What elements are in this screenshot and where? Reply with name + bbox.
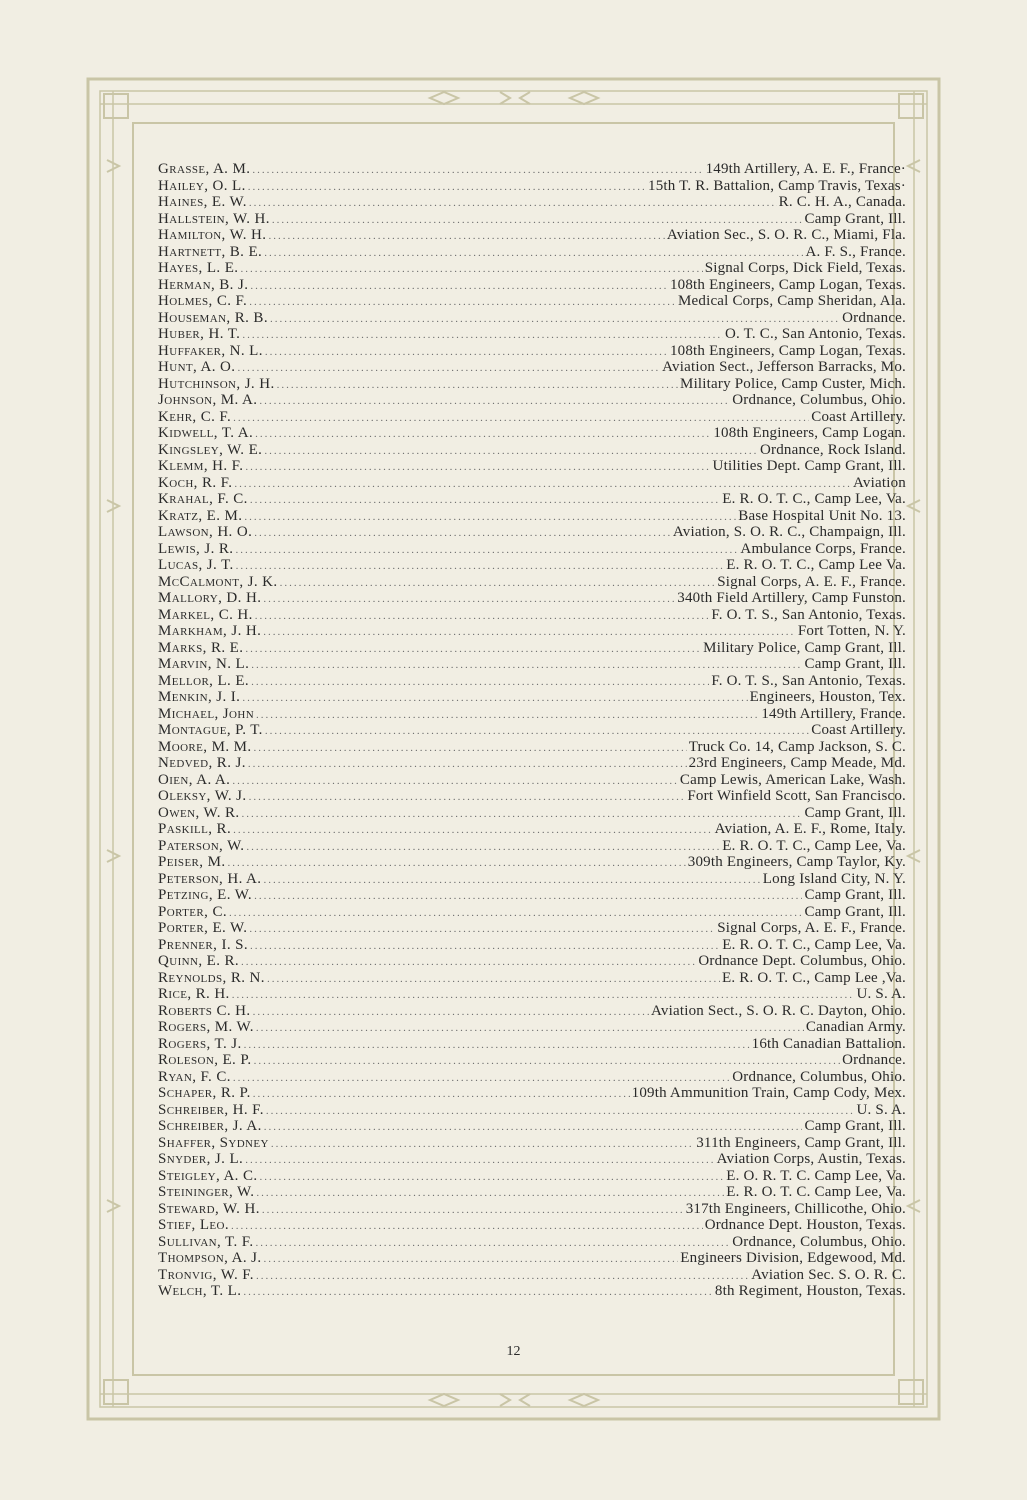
entry-assignment: 149th Artillery, A. E. F., France· (705, 161, 906, 177)
entry-name: Sullivan, T. F. (158, 1233, 254, 1250)
entry-assignment: E. R. O. T. C., Camp Lee, Va. (722, 936, 906, 953)
entry-assignment: E. R. O. T. C., Camp Lee Va. (726, 557, 906, 573)
dot-leader (245, 459, 710, 476)
entry-assignment: Aviation Sec., S. O. R. C., Miami, Fla. (666, 227, 906, 243)
dot-leader (246, 839, 720, 856)
dot-leader (234, 476, 851, 493)
entry-assignment: Ordnance, Columbus, Ohio. (732, 392, 906, 408)
list-item (158, 1036, 906, 1053)
list-item (158, 310, 906, 327)
entry-assignment: 108th Engineers, Camp Logan. (713, 425, 906, 441)
list-item (158, 1217, 906, 1234)
entry-assignment: Signal Corps, Dick Field, Texas. (704, 260, 906, 276)
list-item (158, 1201, 906, 1218)
entry-assignment: Coast Artillery. (811, 722, 906, 738)
entry-name: Markel, C. H. (158, 606, 253, 623)
entry-name: Peterson, H. A. (158, 870, 262, 887)
entry-name: Lewis, J. R. (158, 540, 234, 557)
dot-leader (270, 311, 840, 328)
entry-assignment: Aviation Sect., Jefferson Barracks, Mo. (662, 359, 906, 375)
entry-name: Michael, John (158, 705, 255, 722)
dot-leader (259, 393, 730, 410)
dot-leader (255, 608, 710, 625)
entry-assignment: Signal Corps, A. E. F., France. (717, 573, 906, 590)
entry-assignment: 108th Engineers, Camp Logan, Texas. (669, 342, 906, 359)
entry-assignment: Ambulance Corps, France. (740, 540, 906, 557)
entry-name: Houseman, R. B. (158, 309, 268, 326)
dot-leader (280, 575, 716, 592)
entry-assignment: Aviation Corps, Austin, Texas. (716, 1151, 906, 1167)
dot-leader (272, 212, 803, 229)
entry-name: Hamilton, W. H. (158, 227, 267, 243)
dot-leader (233, 1070, 730, 1087)
list-item (158, 953, 906, 970)
entry-assignment: Base Hospital Unit No. 13. (738, 507, 906, 524)
entry-name: Markham, J. H. (158, 623, 262, 639)
list-item (158, 1003, 906, 1020)
entry-name: Steward, W. H. (158, 1200, 260, 1217)
list-item (158, 178, 906, 195)
dot-leader (242, 806, 803, 823)
entry-assignment: Aviation Sect., S. O. R. C. Dayton, Ohio. (651, 1002, 906, 1019)
entry-name: Porter, E. W. (158, 920, 248, 936)
entry-assignment: R. C. H. A., Canada. (778, 194, 906, 210)
entry-name: Marks, R. E. (158, 639, 244, 656)
entry-assignment: Long Island City, N. Y. (762, 870, 906, 887)
entry-name: Rogers, M. W. (158, 1019, 254, 1035)
entry-assignment: A. F. S., France. (805, 243, 906, 260)
entry-assignment: 109th Ammunition Train, Camp Cody, Mex. (631, 1085, 906, 1101)
page-number: 12 (506, 1344, 521, 1359)
list-item (158, 673, 906, 690)
entry-assignment: Ordnance. (842, 1052, 906, 1068)
list-item (158, 920, 906, 937)
entry-name: Marvin, N. L. (158, 656, 250, 672)
dot-leader (232, 773, 678, 790)
list-item (158, 392, 906, 409)
dot-leader (233, 822, 712, 839)
entry-assignment: Camp Grant, Ill. (804, 804, 906, 821)
list-item (158, 491, 906, 508)
list-item (158, 1168, 906, 1185)
entry-assignment: Fort Winfield Scott, San Francisco. (687, 788, 906, 804)
list-item (158, 1052, 906, 1069)
entry-assignment: Medical Corps, Camp Sheridan, Ala. (677, 293, 906, 309)
entry-name: Menkin, J. I. (158, 689, 241, 705)
dot-leader (253, 1004, 649, 1021)
dot-leader (241, 954, 696, 971)
entry-name: Shaffer, Sydney (158, 1134, 269, 1151)
list-item (158, 1151, 906, 1168)
dot-leader (265, 344, 668, 361)
list-item (158, 640, 906, 657)
dot-leader (277, 377, 678, 394)
entry-name: Kidwell, T. A. (158, 425, 254, 441)
list-item (158, 326, 906, 343)
dot-leader (251, 674, 709, 691)
entry-assignment: 317th Engineers, Chillicothe, Ohio. (685, 1200, 906, 1217)
entry-name: McCalmont, J. K. (158, 573, 278, 590)
entry-name: Rogers, T. J. (158, 1035, 242, 1052)
entry-name: Paskill, R. (158, 821, 232, 837)
entry-assignment: Utilities Dept. Camp Grant, Ill. (712, 458, 906, 474)
list-item (158, 244, 906, 261)
list-item (158, 590, 906, 607)
list-item (158, 211, 906, 228)
dot-leader (264, 443, 758, 460)
list-item (158, 1184, 906, 1201)
entry-name: Hutchinson, J. H. (158, 375, 275, 392)
entry-assignment: Camp Grant, Ill. (804, 903, 906, 920)
dot-leader (233, 410, 809, 427)
dot-leader (232, 987, 855, 1004)
entry-name: Kehr, C. F. (158, 408, 232, 425)
entry-name: Prenner, I. S. (158, 936, 249, 953)
list-item (158, 887, 906, 904)
entry-name: Hunt, A. O. (158, 359, 236, 375)
entry-name: Schreiber, H. F. (158, 1101, 264, 1118)
dot-leader (256, 1185, 724, 1202)
entry-assignment: E. R. O. T. C., Camp Lee, Va. (722, 491, 906, 507)
entry-assignment: E. R. O. T. C. Camp Lee, Va. (726, 1184, 906, 1200)
dot-leader (263, 872, 760, 889)
entry-assignment: Camp Lewis, American Lake, Wash. (679, 771, 906, 788)
entry-name: Moore, M. M. (158, 738, 252, 755)
entry-assignment: Ordnance Dept. Columbus, Ohio. (698, 953, 906, 969)
dot-leader (249, 921, 715, 938)
list-item (158, 1135, 906, 1152)
entry-assignment: Aviation, S. O. R. C., Champaign, Ill. (672, 524, 906, 540)
dot-leader (248, 756, 687, 773)
entry-assignment: O. T. C., San Antonio, Texas. (724, 326, 906, 342)
list-item (158, 557, 906, 574)
list-item (158, 722, 906, 739)
entry-assignment: U. S. A. (856, 986, 906, 1002)
list-item (158, 986, 906, 1003)
entry-name: Hallstein, W. H. (158, 210, 270, 227)
entry-name: Steininger, W. (158, 1184, 255, 1200)
list-item (158, 1283, 906, 1300)
dot-leader (253, 1086, 630, 1103)
list-item (158, 937, 906, 954)
list-item (158, 788, 906, 805)
entry-assignment: E. R. O. T. C., Camp Lee ,Va. (722, 969, 906, 986)
entry-assignment: Ordnance, Columbus, Ohio. (732, 1068, 906, 1085)
list-item (158, 871, 906, 888)
list-item (158, 1069, 906, 1086)
list-item (158, 970, 906, 987)
entry-assignment: Fort Totten, N. Y. (797, 623, 906, 639)
dot-leader (267, 971, 720, 988)
dot-leader (263, 591, 675, 608)
list-item (158, 442, 906, 459)
dot-leader (249, 789, 686, 806)
dot-leader (235, 542, 738, 559)
list-item (158, 1250, 906, 1267)
entry-name: Roberts C. H. (158, 1002, 251, 1019)
entry-name: Thompson, A. J. (158, 1250, 262, 1266)
dot-leader (229, 905, 802, 922)
entry-assignment: Canadian Army. (805, 1019, 906, 1035)
dot-leader (242, 690, 747, 707)
entry-assignment: F. O. T. S., San Antonio, Texas. (711, 672, 906, 689)
entry-name: Tronvig, W. F. (158, 1266, 254, 1283)
entry-assignment: Coast Artillery. (811, 408, 906, 425)
dot-leader (254, 525, 671, 542)
entry-assignment: 15th T. R. Battalion, Camp Travis, Texas· (648, 177, 906, 194)
dot-leader (264, 1119, 803, 1136)
list-item (158, 458, 906, 475)
list-item (158, 821, 906, 838)
list-item (158, 755, 906, 772)
entry-name: Huber, H. T. (158, 326, 241, 342)
entry-name: Schreiber, J. A. (158, 1118, 262, 1134)
list-item (158, 425, 906, 442)
dot-leader (237, 360, 660, 377)
entry-name: Porter, C. (158, 903, 227, 920)
entry-assignment: 108th Engineers, Camp Logan, Texas. (669, 276, 906, 293)
list-item (158, 706, 906, 723)
dot-leader (249, 294, 676, 311)
list-item (158, 838, 906, 855)
entry-name: Krahal, F. C. (158, 491, 248, 507)
list-item (158, 1234, 906, 1251)
dot-leader (254, 888, 802, 905)
entry-assignment: 149th Artillery, France. (761, 705, 906, 722)
dot-leader (249, 195, 777, 212)
list-item (158, 260, 906, 277)
dot-leader (243, 1284, 713, 1301)
entry-assignment: 311th Engineers, Camp Grant, Ill. (696, 1134, 906, 1151)
entry-name: Paterson, W. (158, 837, 245, 854)
dot-leader (254, 1053, 841, 1070)
list-item (158, 623, 906, 640)
entry-assignment: Ordnance, Rock Island. (759, 441, 906, 458)
entry-name: Montague, P. T. (158, 722, 263, 738)
entry-assignment: Aviation Sec. S. O. R. C. (751, 1266, 906, 1283)
entry-assignment: U. S. A. (856, 1101, 906, 1118)
entry-assignment: Engineers, Houston, Tex. (749, 689, 906, 705)
entry-name: Peiser, M. (158, 854, 226, 870)
entry-name: Welch, T. L. (158, 1283, 242, 1299)
roster-list (158, 161, 906, 1300)
dot-leader (244, 1037, 750, 1054)
list-item (158, 524, 906, 541)
entry-assignment: Camp Grant, Ill. (804, 887, 906, 903)
list-item (158, 1267, 906, 1284)
dot-leader (245, 1152, 714, 1169)
dot-leader (265, 723, 809, 740)
entry-assignment: E. O. R. T. C. Camp Lee, Va. (726, 1167, 906, 1184)
dot-leader (263, 624, 796, 641)
entry-assignment: Camp Grant, Ill. (804, 210, 906, 227)
entry-name: Oien, A. A. (158, 771, 231, 788)
list-item (158, 805, 906, 822)
entry-name: Reynolds, R. N. (158, 969, 265, 986)
entry-assignment: Engineers Division, Edgewood, Md. (680, 1250, 906, 1266)
entry-name: Rice, R. H. (158, 986, 230, 1002)
dot-leader (264, 245, 803, 262)
list-item (158, 475, 906, 492)
list-item (158, 359, 906, 376)
entry-assignment: Camp Grant, Ill. (804, 1118, 906, 1134)
entry-name: Steigley, A. C. (158, 1167, 258, 1184)
entry-assignment: Camp Grant, Ill. (804, 656, 906, 672)
entry-assignment: Aviation, A. E. F., Rome, Italy. (714, 821, 906, 837)
list-item (158, 194, 906, 211)
list-item (158, 293, 906, 310)
entry-name: Hartnett, B. E. (158, 243, 263, 260)
dot-leader (254, 740, 687, 757)
entry-name: Oleksy, W. J. (158, 788, 247, 804)
entry-name: Nedved, R. J. (158, 755, 246, 771)
list-item (158, 343, 906, 360)
list-item (158, 656, 906, 673)
entry-name: Lawson, H. O. (158, 524, 253, 540)
entry-assignment: Ordnance. (842, 309, 906, 326)
dot-leader (260, 1169, 725, 1186)
entry-name: Petzing, E. W. (158, 887, 253, 903)
dot-leader (244, 509, 736, 526)
dot-leader (228, 855, 686, 872)
entry-name: Huffaker, N. L. (158, 342, 263, 359)
dot-leader (255, 1235, 730, 1252)
entry-assignment: Military Police, Camp Custer, Mich. (680, 375, 906, 392)
list-item (158, 1019, 906, 1036)
entry-assignment: F. O. T. S., San Antonio, Texas. (711, 606, 906, 623)
entry-name: Mellor, L. E. (158, 672, 250, 689)
dot-leader (240, 261, 702, 278)
entry-name: Grasse, A. M. (158, 161, 251, 177)
list-item (158, 607, 906, 624)
dot-leader (262, 1202, 684, 1219)
entry-name: Lucas, J. T. (158, 557, 234, 573)
list-item (158, 739, 906, 756)
entry-assignment: 340th Field Artillery, Camp Funston. (677, 590, 906, 606)
dot-leader (251, 657, 802, 674)
list-item (158, 1118, 906, 1135)
dot-leader (245, 641, 701, 658)
entry-assignment: Ordnance Dept. Houston, Texas. (704, 1217, 906, 1233)
list-item (158, 574, 906, 591)
entry-name: Ryan, F. C. (158, 1068, 231, 1085)
entry-name: Kingsley, W. E. (158, 441, 263, 458)
dot-leader (250, 938, 720, 955)
entry-name: Hailey, O. L. (158, 177, 246, 194)
entry-assignment: 16th Canadian Battalion. (751, 1035, 906, 1052)
entry-name: Snyder, J. L. (158, 1151, 244, 1167)
entry-name: Koch, R. F. (158, 474, 233, 491)
entry-assignment: Military Police, Camp Grant, Ill. (703, 639, 906, 656)
entry-name: Haines, E. W. (158, 194, 247, 210)
entry-name: Kratz, E. M. (158, 507, 243, 524)
entry-name: Schaper, R. P. (158, 1085, 251, 1101)
list-item (158, 772, 906, 789)
dot-leader (266, 1103, 855, 1120)
list-item (158, 161, 906, 178)
list-item (158, 541, 906, 558)
entry-assignment: 23rd Engineers, Camp Meade, Md. (688, 755, 906, 771)
entry-name: Quinn, E. R. (158, 953, 240, 969)
entry-name: Johnson, M. A. (158, 392, 258, 408)
entry-name: Stief, Leo. (158, 1217, 230, 1233)
entry-assignment: E. R. O. T. C., Camp Lee, Va. (722, 837, 906, 854)
dot-leader (250, 278, 668, 295)
list-item (158, 409, 906, 426)
dot-leader (256, 707, 759, 724)
dot-leader (252, 162, 703, 179)
entry-assignment: 309th Engineers, Camp Taylor, Ky. (687, 854, 906, 870)
list-item (158, 1102, 906, 1119)
entry-name: Herman, B. J. (158, 276, 249, 293)
dot-leader (268, 228, 664, 245)
dot-leader (242, 327, 723, 344)
entry-name: Roleson, E. P. (158, 1052, 252, 1068)
dot-leader (271, 1136, 694, 1153)
dot-leader (236, 558, 725, 575)
entry-name: Owen, W. R. (158, 804, 240, 821)
dot-leader (256, 1020, 804, 1037)
dot-leader (250, 492, 720, 509)
entry-name: Holmes, C. F. (158, 293, 248, 309)
list-item (158, 1085, 906, 1102)
entry-assignment: 8th Regiment, Houston, Texas. (714, 1283, 906, 1299)
entry-assignment: Truck Co. 14, Camp Jackson, S. C. (688, 738, 906, 755)
dot-leader (231, 1218, 703, 1235)
dot-leader (256, 1268, 749, 1285)
list-item (158, 277, 906, 294)
list-item (158, 689, 906, 706)
dot-leader (255, 426, 711, 443)
entry-assignment: Aviation (853, 474, 906, 491)
list-item (158, 227, 906, 244)
entry-assignment: Ordnance, Columbus, Ohio. (732, 1233, 906, 1250)
entry-assignment: Signal Corps, A. E. F., France. (717, 920, 906, 936)
dot-leader (264, 1251, 679, 1268)
list-item (158, 376, 906, 393)
entry-name: Hayes, L. E. (158, 260, 239, 276)
entry-name: Klemm, H. F. (158, 458, 244, 474)
entry-name: Mallory, D. H. (158, 590, 262, 606)
list-item (158, 854, 906, 871)
list-item (158, 508, 906, 525)
dot-leader (248, 179, 646, 196)
list-item (158, 904, 906, 921)
